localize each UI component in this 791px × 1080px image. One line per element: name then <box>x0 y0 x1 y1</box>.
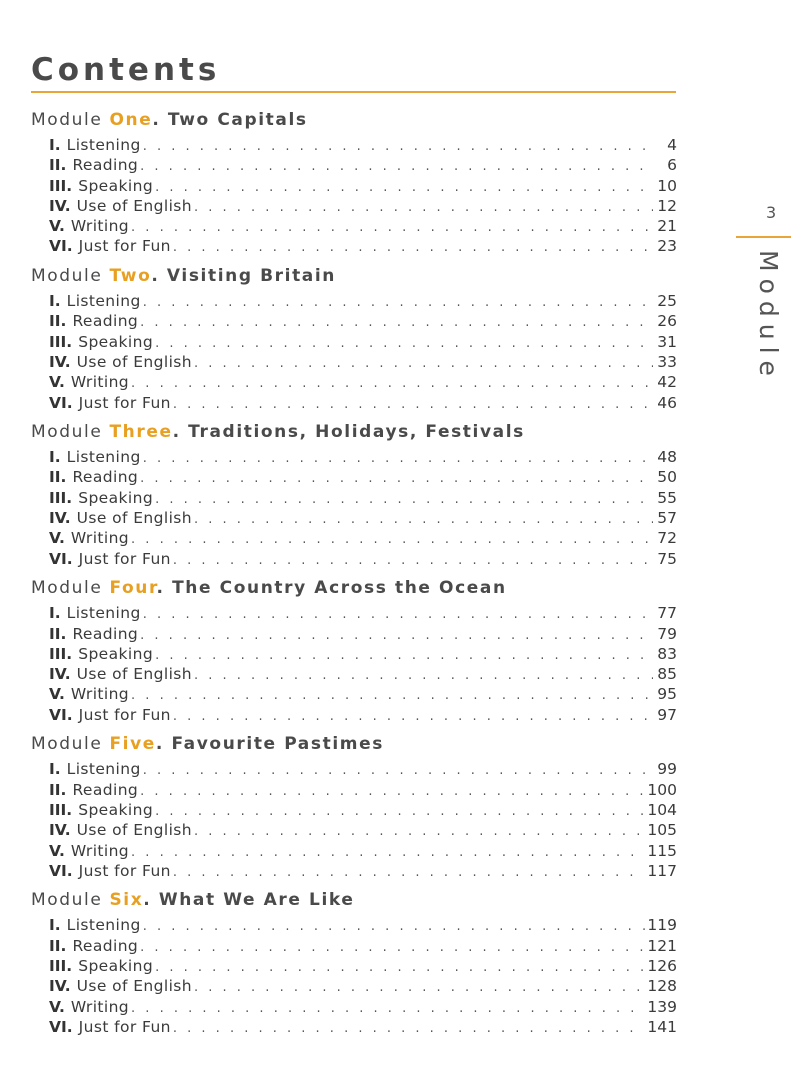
dot-leader <box>194 354 653 374</box>
toc-entry[interactable] <box>31 332 677 352</box>
entry-number: II. <box>49 156 67 175</box>
toc-entry[interactable] <box>31 705 677 725</box>
entry-page: 105 <box>647 821 677 840</box>
dot-leader <box>155 178 653 198</box>
entry-label: Just for Fun <box>78 861 171 880</box>
entry-page: 141 <box>647 1017 677 1036</box>
entry-page: 121 <box>647 936 677 955</box>
dot-leader <box>194 198 653 218</box>
toc-entry[interactable] <box>31 291 677 311</box>
dot-leader <box>131 530 653 550</box>
module-entries <box>31 759 677 881</box>
entry-number: III. <box>49 644 73 663</box>
entry-page: 100 <box>647 780 677 799</box>
module-number: Five <box>109 734 156 755</box>
dot-leader <box>131 374 653 394</box>
dot-leader <box>143 449 653 469</box>
dot-leader <box>143 137 653 157</box>
entry-number: III. <box>49 800 73 819</box>
entry-number: III. <box>49 176 73 195</box>
dot-leader <box>131 843 645 863</box>
module-entries <box>31 447 677 569</box>
module-section <box>31 730 677 881</box>
dot-leader <box>143 605 653 625</box>
entry-label: Speaking <box>78 956 154 975</box>
toc-entry[interactable] <box>31 528 677 548</box>
module-section <box>31 418 677 569</box>
entry-label: Use of English <box>76 352 192 371</box>
entry-number: VI. <box>49 393 73 412</box>
entry-page: 119 <box>647 916 677 935</box>
module-word: Module <box>31 110 103 130</box>
toc-entry[interactable] <box>31 997 677 1017</box>
entry-label: Just for Fun <box>78 549 171 568</box>
entry-number: IV. <box>49 509 71 528</box>
entry-number: IV. <box>49 196 71 215</box>
toc-entry[interactable] <box>31 1017 677 1037</box>
entry-number: III. <box>49 332 73 351</box>
entry-page: 26 <box>657 312 677 331</box>
entry-number: VI. <box>49 549 73 568</box>
dot-leader <box>173 863 646 883</box>
dot-leader <box>143 917 646 937</box>
toc-entry[interactable] <box>31 372 677 392</box>
toc-entry[interactable] <box>31 447 677 467</box>
entry-page: 31 <box>657 332 677 351</box>
toc-entry[interactable] <box>31 915 677 935</box>
entry-label: Reading <box>72 468 139 487</box>
dot-leader <box>155 646 653 666</box>
toc-entry[interactable] <box>31 603 677 623</box>
entry-label: Use of English <box>76 977 192 996</box>
toc-entry[interactable] <box>31 488 677 508</box>
entry-page: 50 <box>657 468 677 487</box>
page-number: 3 <box>766 203 777 222</box>
entry-number: IV. <box>49 977 71 996</box>
entry-label: Use of English <box>76 196 192 215</box>
toc-entry[interactable] <box>31 956 677 976</box>
toc-entry[interactable] <box>31 976 677 996</box>
entry-label: Speaking <box>78 644 154 663</box>
entry-label: Just for Fun <box>78 393 171 412</box>
entry-number: I. <box>49 760 61 779</box>
module-section <box>31 262 677 413</box>
entry-number: V. <box>49 997 65 1016</box>
module-heading <box>31 262 677 291</box>
entry-number: IV. <box>49 821 71 840</box>
toc-entry[interactable] <box>31 936 677 956</box>
toc-entry[interactable] <box>31 196 677 216</box>
entry-number: VI. <box>49 1017 73 1036</box>
entry-number: V. <box>49 217 65 236</box>
module-word: Module <box>31 422 103 443</box>
toc-entry[interactable] <box>31 352 677 372</box>
toc-entry[interactable] <box>31 508 677 528</box>
entry-label: Writing <box>70 373 130 392</box>
toc-entry[interactable] <box>31 155 677 175</box>
module-heading <box>31 106 677 135</box>
entry-label: Writing <box>70 217 130 236</box>
entry-page: 42 <box>657 373 677 392</box>
module-section <box>31 106 677 257</box>
toc-entry[interactable] <box>31 624 677 644</box>
entry-number: I. <box>49 604 61 623</box>
entry-page: 25 <box>657 292 677 311</box>
entry-label: Speaking <box>78 488 154 507</box>
entry-label: Reading <box>72 312 139 331</box>
entry-label: Listening <box>66 760 141 779</box>
entry-page: 21 <box>657 217 677 236</box>
entry-number: V. <box>49 685 65 704</box>
toc-entry[interactable] <box>31 549 677 569</box>
entry-page: 97 <box>657 705 677 724</box>
entry-page: 126 <box>647 956 677 975</box>
entry-page: 12 <box>657 196 677 215</box>
toc-entry[interactable] <box>31 135 677 155</box>
entry-page: 10 <box>657 176 677 195</box>
toc-entry[interactable] <box>31 644 677 664</box>
dot-leader <box>173 395 653 415</box>
entry-page: 83 <box>657 644 677 663</box>
dot-leader <box>194 978 645 998</box>
entry-page: 75 <box>657 549 677 568</box>
dot-leader <box>131 218 653 238</box>
module-section <box>31 886 677 1037</box>
module-heading <box>31 886 677 915</box>
module-number: Four <box>109 578 157 599</box>
entry-label: Speaking <box>78 332 154 351</box>
toc-entry[interactable] <box>31 800 677 820</box>
entry-number: II. <box>49 936 67 955</box>
entry-page: 85 <box>657 665 677 684</box>
module-heading <box>31 730 677 759</box>
entry-label: Listening <box>66 916 141 935</box>
entry-label: Use of English <box>76 509 192 528</box>
module-title: . What We Are Like <box>143 890 355 911</box>
entry-label: Reading <box>72 156 139 175</box>
dot-leader <box>155 490 653 510</box>
dot-leader <box>194 666 653 686</box>
entry-number: IV. <box>49 352 71 371</box>
dot-leader <box>173 707 653 727</box>
module-word: Module <box>31 890 103 911</box>
module-heading <box>31 418 677 447</box>
entry-page: 55 <box>657 488 677 507</box>
dot-leader <box>143 761 653 781</box>
dot-leader <box>155 802 645 822</box>
module-heading <box>31 574 677 603</box>
entry-page: 72 <box>657 529 677 548</box>
dot-leader <box>155 958 645 978</box>
module-title: . Favourite Pastimes <box>155 734 384 755</box>
entry-label: Just for Fun <box>78 237 171 256</box>
entry-number: I. <box>49 136 61 154</box>
module-word: Module <box>31 266 103 287</box>
entry-number: VI. <box>49 861 73 880</box>
entry-page: 117 <box>647 861 677 880</box>
entry-page: 99 <box>657 760 677 779</box>
entry-page: 139 <box>647 997 677 1016</box>
entry-page: 115 <box>647 841 677 860</box>
side-divider <box>736 236 791 238</box>
entry-page: 6 <box>667 156 677 175</box>
entry-number: I. <box>49 916 61 935</box>
entry-number: III. <box>49 488 73 507</box>
entry-number: VI. <box>49 237 73 256</box>
dot-leader <box>131 999 645 1019</box>
entry-number: V. <box>49 373 65 392</box>
entry-label: Reading <box>72 624 139 643</box>
module-section <box>31 574 677 725</box>
module-number: Six <box>109 890 144 911</box>
table-of-contents <box>31 106 677 1042</box>
entry-page: 57 <box>657 509 677 528</box>
entry-label: Reading <box>72 936 139 955</box>
module-word: Module <box>31 578 103 599</box>
dot-leader <box>140 938 645 958</box>
dot-leader <box>131 686 653 706</box>
module-entries <box>31 915 677 1037</box>
entry-label: Use of English <box>76 665 192 684</box>
entry-page: 77 <box>657 604 677 623</box>
dot-leader <box>140 469 653 489</box>
toc-entry[interactable] <box>31 176 677 196</box>
module-entries <box>31 603 677 725</box>
entry-label: Writing <box>70 529 130 548</box>
dot-leader <box>155 334 653 354</box>
entry-page: 46 <box>657 393 677 412</box>
entry-label: Writing <box>70 997 130 1016</box>
dot-leader <box>173 1019 646 1039</box>
entry-label: Writing <box>70 841 130 860</box>
dot-leader <box>140 313 653 333</box>
entry-label: Speaking <box>78 800 154 819</box>
entry-page: 4 <box>667 136 677 154</box>
dot-leader <box>140 782 645 802</box>
entry-label: Listening <box>66 448 141 467</box>
entry-page: 79 <box>657 624 677 643</box>
dot-leader <box>194 510 653 530</box>
dot-leader <box>194 822 645 842</box>
toc-entry[interactable] <box>31 664 677 684</box>
module-entries <box>31 135 677 257</box>
entry-number: I. <box>49 292 61 311</box>
entry-label: Listening <box>66 136 141 154</box>
toc-entry[interactable] <box>31 861 677 881</box>
entry-number: II. <box>49 624 67 643</box>
toc-entry[interactable] <box>31 841 677 861</box>
toc-entry[interactable] <box>31 780 677 800</box>
module-number: Two <box>109 266 152 287</box>
dot-leader <box>173 551 653 571</box>
entry-label: Reading <box>72 780 139 799</box>
entry-label: Just for Fun <box>78 1017 171 1036</box>
entry-label: Writing <box>70 685 130 704</box>
module-number: Three <box>109 422 173 443</box>
entry-page: 23 <box>657 237 677 256</box>
side-section-label: Module <box>754 250 783 383</box>
dot-leader <box>143 293 653 313</box>
entry-number: VI. <box>49 705 73 724</box>
toc-entry[interactable] <box>31 393 677 413</box>
entry-number: II. <box>49 468 67 487</box>
module-entries <box>31 291 677 413</box>
dot-leader <box>173 238 653 258</box>
module-title: . Two Capitals <box>152 110 308 130</box>
dot-leader <box>140 626 653 646</box>
entry-label: Speaking <box>78 176 154 195</box>
page-title: Contents <box>31 52 221 88</box>
module-title: . Traditions, Holidays, Festivals <box>172 422 525 443</box>
module-word: Module <box>31 734 103 755</box>
entry-number: III. <box>49 956 73 975</box>
module-title: . The Country Across the Ocean <box>156 578 507 599</box>
title-divider <box>31 91 676 93</box>
entry-number: II. <box>49 312 67 331</box>
toc-entry[interactable] <box>31 311 677 331</box>
entry-page: 104 <box>647 800 677 819</box>
toc-entry[interactable] <box>31 236 677 256</box>
entry-number: IV. <box>49 665 71 684</box>
toc-entry[interactable] <box>31 467 677 487</box>
entry-page: 95 <box>657 685 677 704</box>
entry-label: Listening <box>66 604 141 623</box>
entry-number: I. <box>49 448 61 467</box>
module-number: One <box>109 110 153 130</box>
entry-label: Just for Fun <box>78 705 171 724</box>
entry-number: II. <box>49 780 67 799</box>
entry-page: 33 <box>657 352 677 371</box>
toc-entry[interactable] <box>31 216 677 236</box>
entry-label: Use of English <box>76 821 192 840</box>
entry-number: V. <box>49 841 65 860</box>
entry-page: 48 <box>657 448 677 467</box>
toc-entry[interactable] <box>31 684 677 704</box>
entry-page: 128 <box>647 977 677 996</box>
entry-number: V. <box>49 529 65 548</box>
toc-entry[interactable] <box>31 820 677 840</box>
dot-leader <box>140 157 653 177</box>
entry-label: Listening <box>66 292 141 311</box>
toc-entry[interactable] <box>31 759 677 779</box>
module-title: . Visiting Britain <box>151 266 337 287</box>
